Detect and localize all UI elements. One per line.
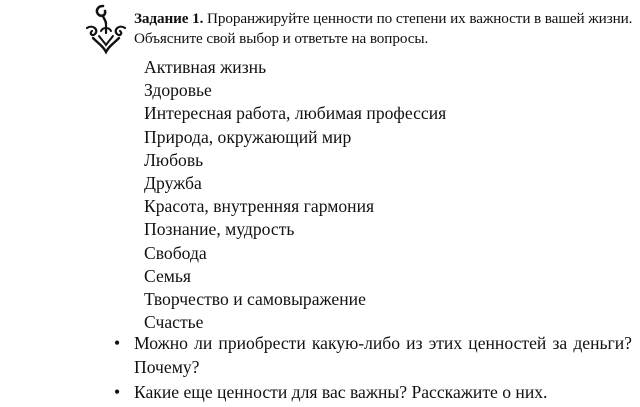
question-text: Какие еще ценности для вас важны? Расскажите о них. xyxy=(134,382,548,402)
value-item: Свобода xyxy=(144,242,207,263)
value-item: Семья xyxy=(144,265,192,286)
values-list xyxy=(144,56,446,334)
bullet-icon: • xyxy=(114,333,121,353)
value-item: Счастье xyxy=(144,312,204,333)
questions-list xyxy=(112,331,632,405)
value-item: Познание, мудрость xyxy=(144,219,295,240)
task-label: Задание 1. xyxy=(134,10,204,27)
value-item: Активная жизнь xyxy=(144,57,267,77)
question-text: Можно ли приобрести какую-либо из этих ценностей за деньги? Почему? xyxy=(134,333,632,377)
question-item xyxy=(112,331,632,379)
task-instructions: Проранжируйте ценности по степени их важности в вашей жизни. Объясните свой выбор и ответьте на вопросы. xyxy=(134,10,633,47)
value-item: Природа, окружающий мир xyxy=(144,126,352,147)
task-header xyxy=(134,9,634,49)
bullet-icon: • xyxy=(114,382,121,402)
ornament-icon xyxy=(83,4,129,56)
value-item: Творчество и самовыражение xyxy=(144,288,366,309)
value-item: Красота, внутренняя гармония xyxy=(144,196,375,217)
question-item xyxy=(112,380,632,404)
value-item: Дружба xyxy=(144,172,202,193)
value-item: Интересная работа, любимая профессия xyxy=(144,103,447,124)
value-item: Любовь xyxy=(144,149,204,170)
value-item: Здоровье xyxy=(144,80,212,101)
